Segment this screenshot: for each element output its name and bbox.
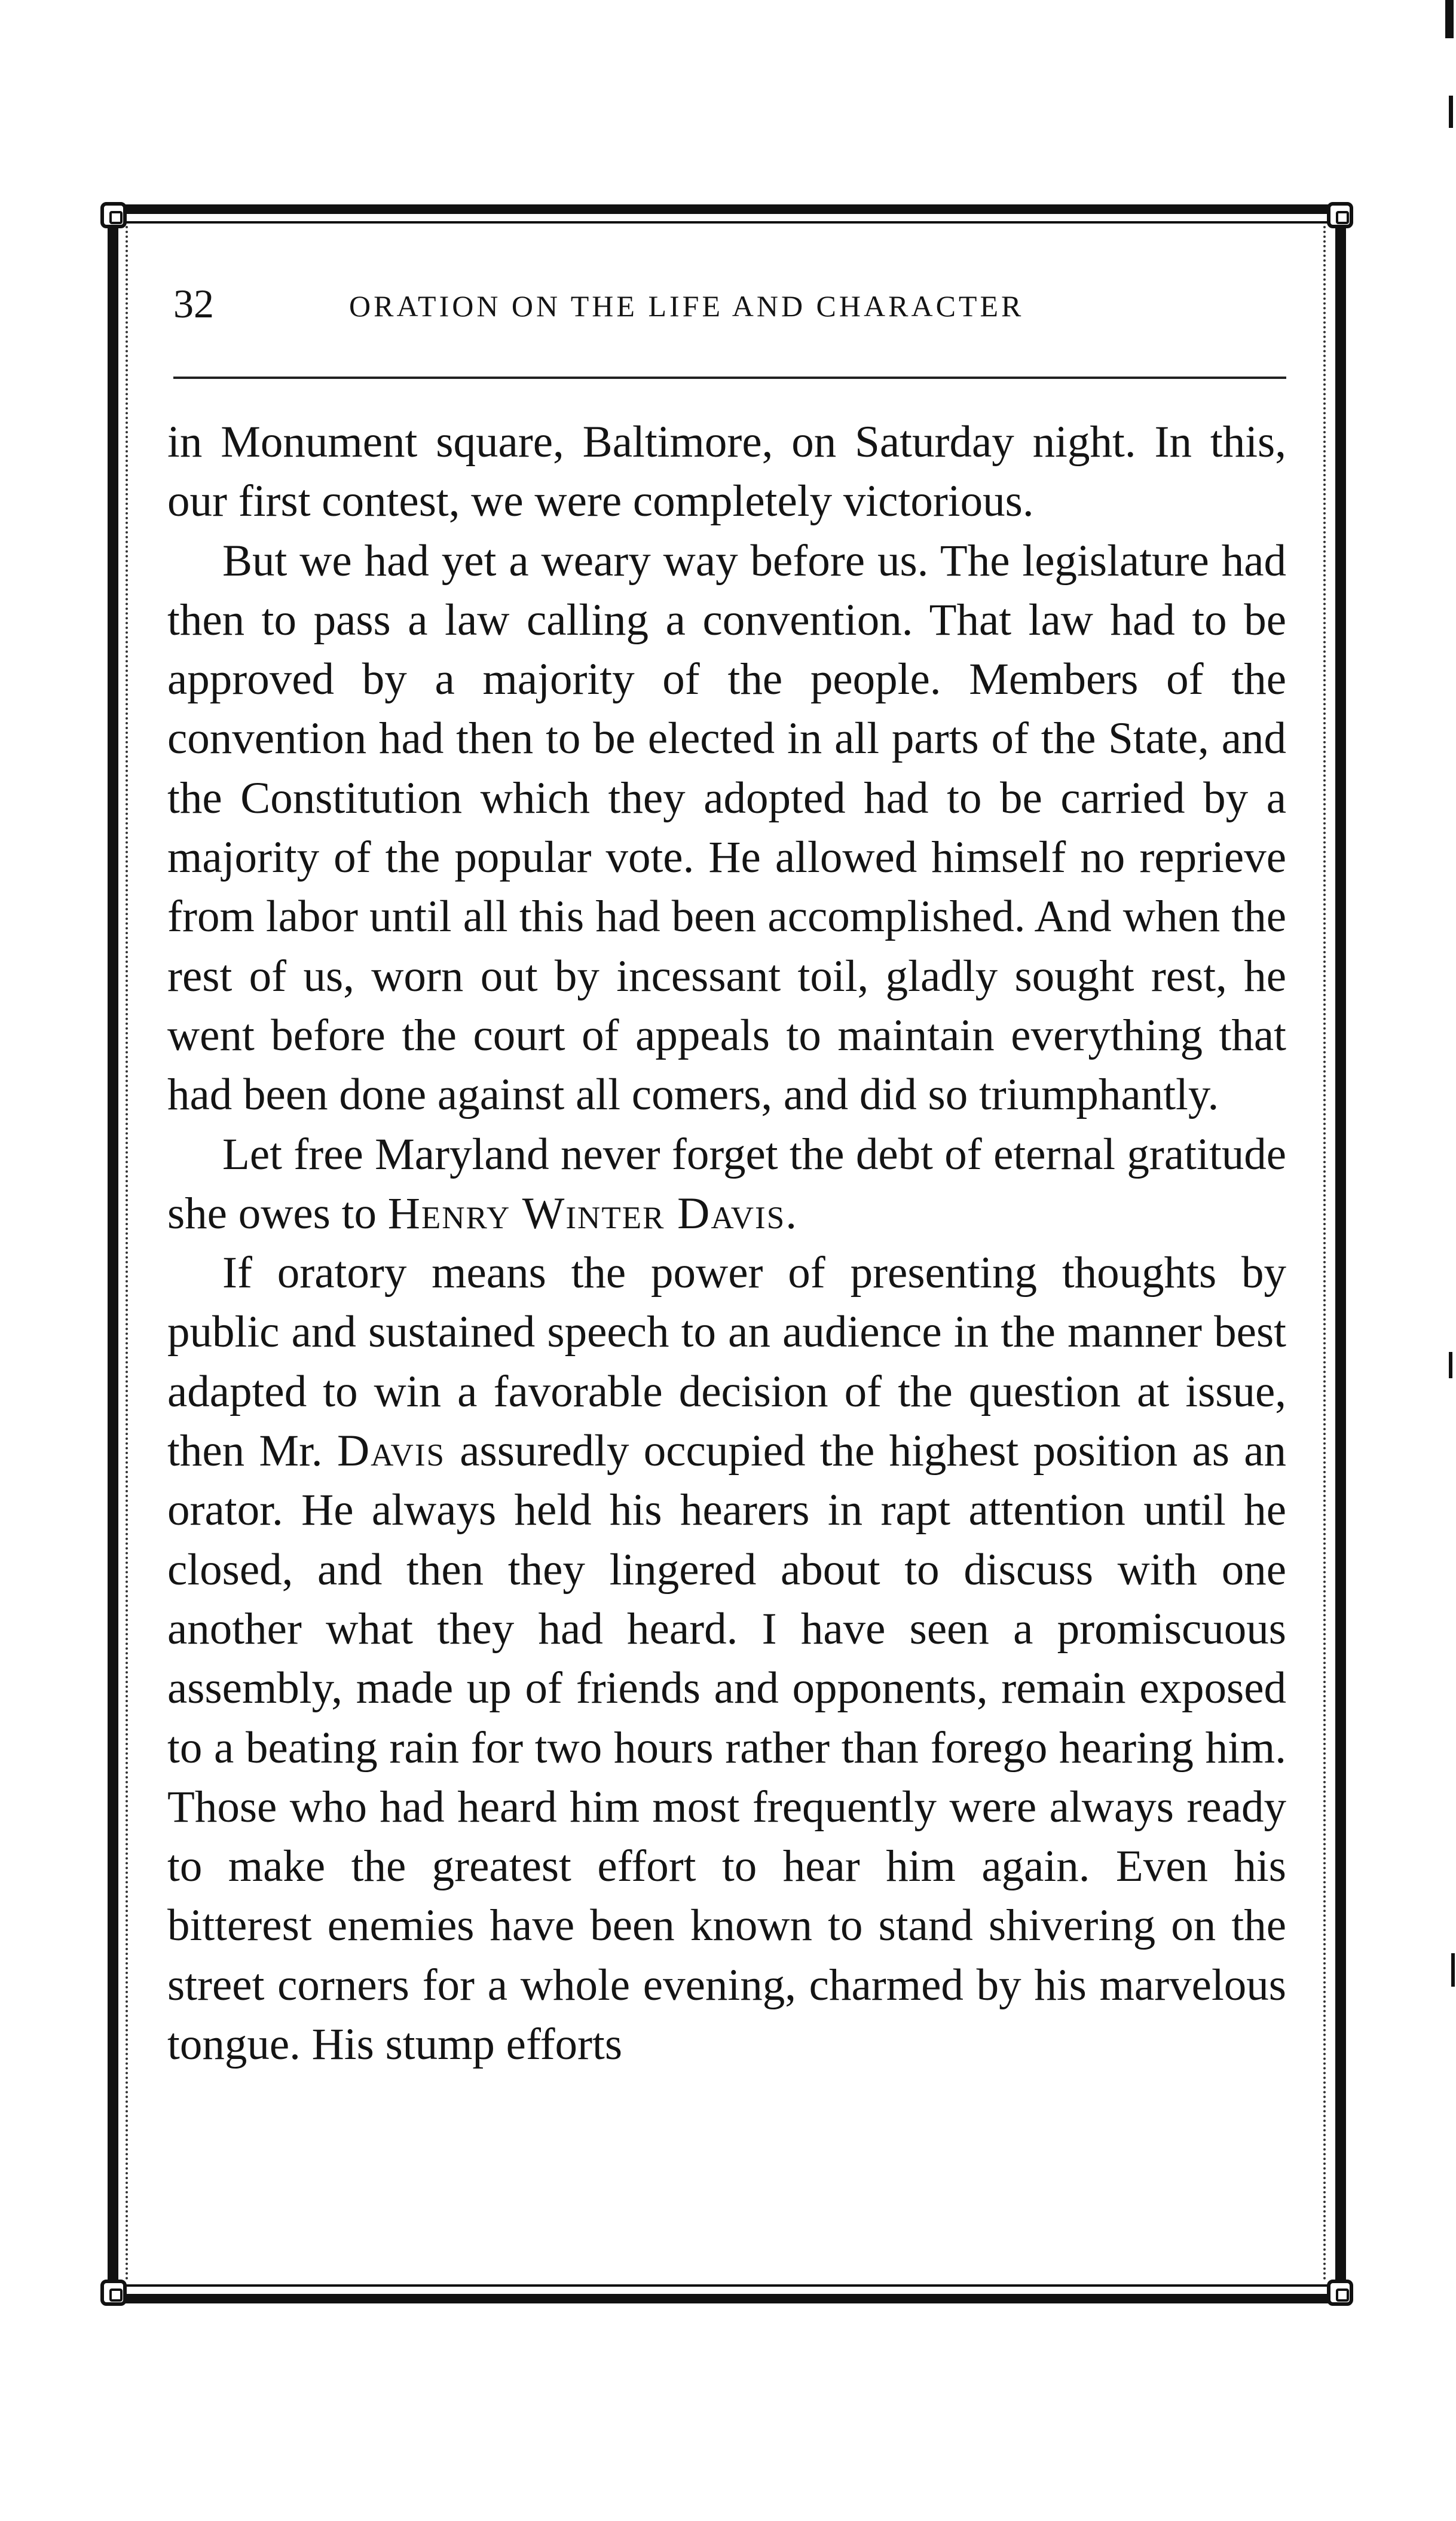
- paragraph-4-continuation: assuredly occupied the highest position as an orator. He always held his hearers in rapt attention until he closed, and then they lingered about to discuss with one another what they had heard. I have seen a promiscuous assembly, made up of friends and opponents, remain exposed to a beating rain for two hours rather than forego hearing him. Those who had heard him most frequently were always ready to make the greatest effort to hear him again. Even his bitterest enemies have been known to stand shivering on the street corners for a whole evening, charmed by his marvelous tongue. His stump efforts: [167, 1426, 1286, 2070]
- scan-edge-mark: [1449, 1352, 1452, 1378]
- border-top-rule: [116, 204, 1338, 214]
- corner-ornament-bottom-right-icon: [1327, 2280, 1353, 2306]
- page-body-text: [167, 412, 1286, 2074]
- person-name-henry-winter-davis: Henry Winter Davis: [387, 1188, 786, 1238]
- page-header: [169, 268, 1286, 339]
- paragraph-1: in Monument square, Baltimore, on Saturday night. In this, our first contest, we were completely victorious.: [167, 417, 1286, 527]
- corner-ornament-top-right-icon: [1327, 202, 1353, 228]
- header-divider: [173, 377, 1286, 379]
- paragraph-4: [167, 1243, 1286, 2074]
- scan-edge-mark: [1449, 96, 1453, 128]
- running-title: ORATION ON THE LIFE AND CHARACTER: [349, 289, 1024, 323]
- corner-ornament-top-left-icon: [100, 202, 127, 228]
- paragraph-3-text: Let free Maryland never forget the debt of eternal gratitude she owes to: [167, 1129, 1286, 1238]
- scan-edge-mark: [1451, 1953, 1455, 1987]
- page-number: 32: [173, 281, 214, 326]
- border-left-rule: [108, 226, 118, 2282]
- paragraph-3: [167, 1125, 1286, 1244]
- border-bottom-rule: [116, 2294, 1338, 2303]
- paragraph-3-end: .: [785, 1188, 797, 1238]
- border-right-rule: [1335, 226, 1346, 2282]
- corner-ornament-bottom-left-icon: [100, 2280, 127, 2306]
- paragraph-4-text: If oratory means the power of presenting thoughts by public and sustained speech to an audience in the manner best adapted to win a favorable decision of the question at issue, then Mr.: [167, 1248, 1286, 1476]
- paragraph-2: But we had yet a weary way before us. The legislature had then to pass a law calling a convention. That law had to be approved by a majority of the people. Members of the convention had then to be elected in all parts of the State, and the Constitution which they adopted had to be carried by a majority of the popular vote. He allowed himself no reprieve from labor until all this had been accomplished. And when the rest of us, worn out by incessant toil, gladly sought rest, he went before the court of appeals to maintain everything that had been done against all comers, and did so triumphantly.: [167, 536, 1286, 1120]
- scan-edge-mark: [1445, 0, 1454, 38]
- person-name-davis: Davis: [337, 1426, 445, 1476]
